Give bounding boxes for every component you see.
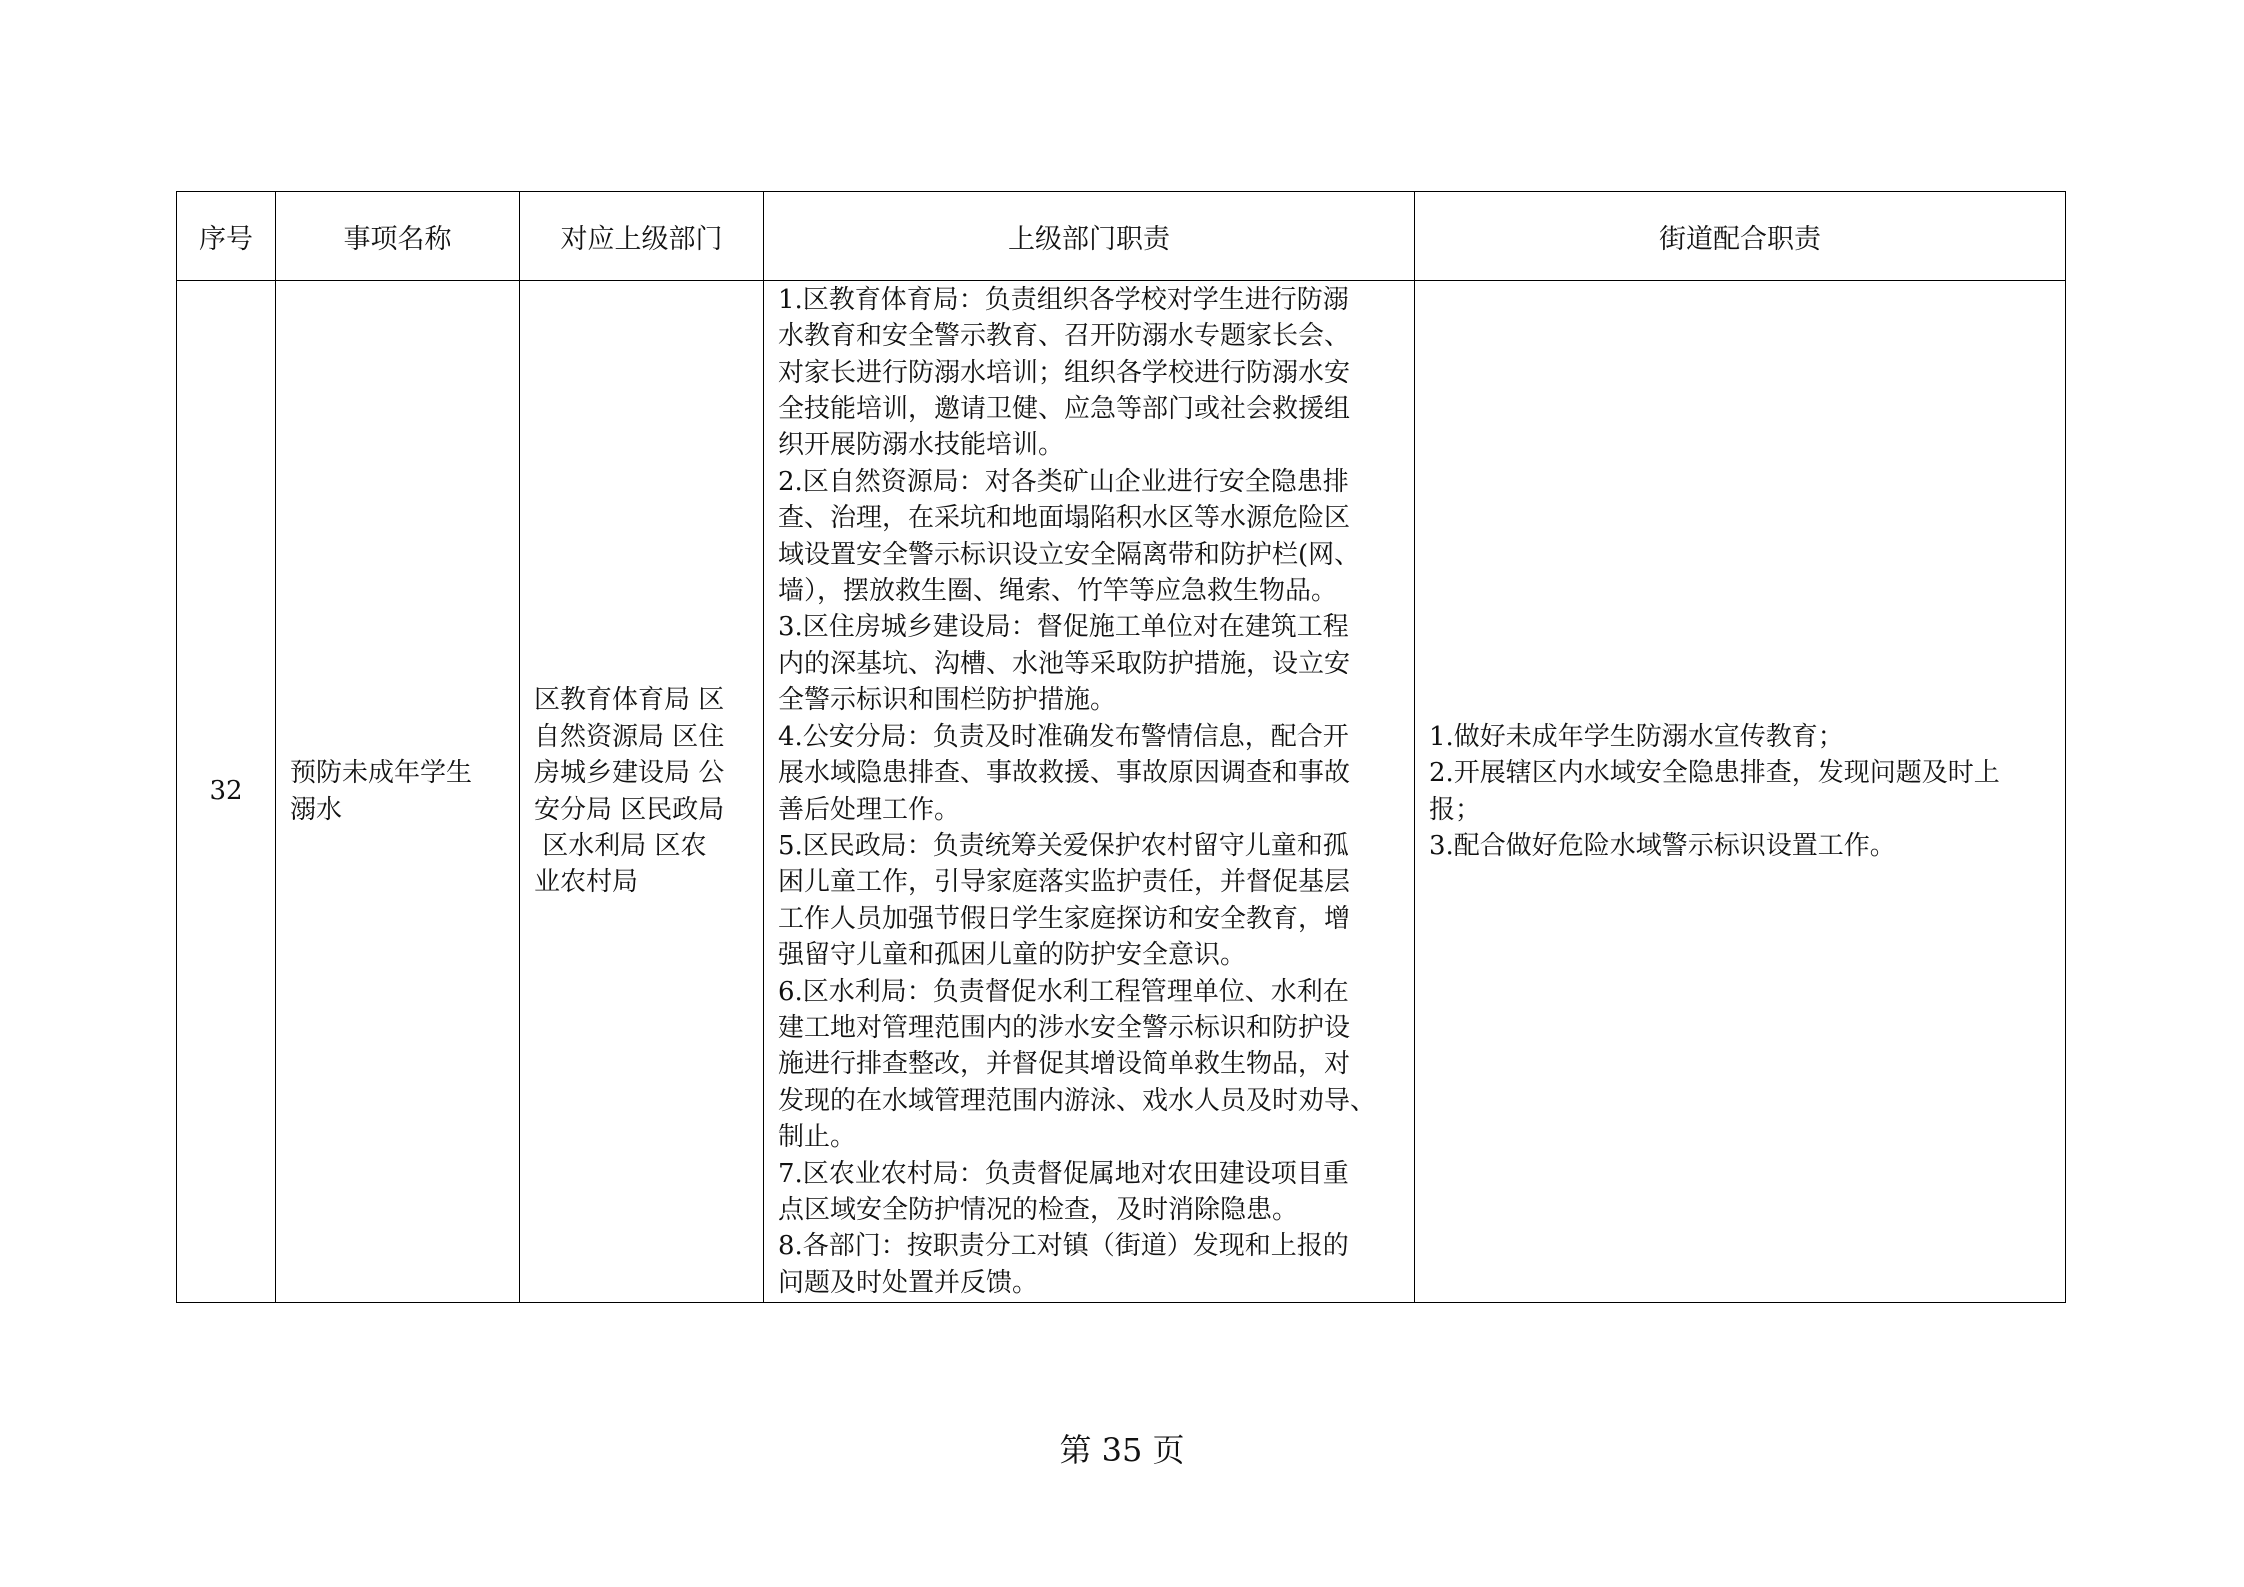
department-duty-line: 工作人员加强节假日学生家庭探访和安全教育，增 <box>778 903 1351 934</box>
department-duty-line: 制止。 <box>778 1122 857 1153</box>
department-line: 区教育体育局 区 <box>534 685 725 716</box>
department-duty-line: 域设置安全警示标识设立安全隔离带和防护栏(网、 <box>778 539 1361 570</box>
department-duty-line: 问题及时处置并反馈。 <box>778 1267 1039 1298</box>
row-number: 32 <box>209 776 243 807</box>
department-line: 自然资源局 区住 <box>534 721 725 752</box>
department-duty-line: 水教育和安全警示教育、召开防溺水专题家长会、 <box>778 321 1351 352</box>
department-duty-line: 全警示标识和围栏防护措施。 <box>778 685 1117 716</box>
department-duty-line: 强留守儿童和孤困儿童的防护安全意识。 <box>778 940 1247 971</box>
department-duty-text <box>764 282 1414 1301</box>
department-duty-line: 4.公安分局：负责及时准确发布警情信息，配合开 <box>778 721 1349 752</box>
department-line: 业农村局 <box>534 867 639 898</box>
department-duty-line: 全技能培训，邀请卫健、应急等部门或社会救援组 <box>778 394 1351 425</box>
department-duty-line: 发现的在水域管理范围内游泳、戏水人员及时劝导、 <box>778 1085 1377 1116</box>
header-department-duty: 上级部门职责 <box>764 192 1415 281</box>
cell-department-duty <box>764 281 1415 1303</box>
department-duty-line: 建工地对管理范围内的涉水安全警示标识和防护设 <box>778 1012 1351 1043</box>
department-duty-line: 2.区自然资源局：对各类矿山企业进行安全隐患排 <box>778 466 1349 497</box>
department-duty-line: 展水域隐患排查、事故救援、事故原因调查和事故 <box>778 758 1351 789</box>
department-duty-line: 查、治理，在采坑和地面塌陷积水区等水源危险区 <box>778 503 1351 534</box>
department-line: 房城乡建设局 公 <box>534 758 725 789</box>
department-duty-line: 3.区住房城乡建设局：督促施工单位对在建筑工程 <box>778 612 1349 643</box>
cell-street-duty <box>1415 281 2066 1303</box>
street-duty-line: 1.做好未成年学生防溺水宣传教育； <box>1429 721 1844 752</box>
page-number: 第 35 页 <box>1059 1431 1185 1469</box>
cell-number <box>177 281 276 1303</box>
department-text <box>520 682 763 900</box>
department-duty-line: 1.区教育体育局：负责组织各学校对学生进行防溺 <box>778 284 1349 315</box>
department-duty-line: 善后处理工作。 <box>778 794 961 825</box>
department-duty-line: 织开展防溺水技能培训。 <box>778 430 1065 461</box>
header-department: 对应上级部门 <box>520 192 764 281</box>
department-duty-line: 施进行排查整改，并督促其增设简单救生物品，对 <box>778 1049 1351 1080</box>
department-duty-line: 点区域安全防护情况的检查，及时消除隐患。 <box>778 1194 1299 1225</box>
department-duty-line: 墙），摆放救生圈、绳索、竹竿等应急救生物品。 <box>778 576 1338 607</box>
item-name-line: 预防未成年学生 <box>290 758 473 789</box>
department-duty-line: 5.区民政局：负责统筹关爱保护农村留守儿童和孤 <box>778 830 1349 861</box>
department-line: 安分局 区民政局 <box>534 794 725 825</box>
table-row <box>177 281 2066 1303</box>
department-duty-line: 困儿童工作，引导家庭落实监护责任，并督促基层 <box>778 867 1351 898</box>
item-name-line: 溺水 <box>290 794 343 825</box>
header-number: 序号 <box>177 192 276 281</box>
cell-item-name <box>276 281 520 1303</box>
street-duty-line: 3.配合做好危险水域警示标识设置工作。 <box>1429 830 1896 861</box>
table-header-row <box>177 192 2066 281</box>
street-duty-line: 报； <box>1429 794 1482 825</box>
department-duty-line: 8.各部门：按职责分工对镇（街道）发现和上报的 <box>778 1231 1349 1262</box>
duty-table <box>176 191 2066 1303</box>
header-street-duty: 街道配合职责 <box>1415 192 2066 281</box>
department-duty-line: 对家长进行防溺水培训；组织各学校进行防溺水安 <box>778 357 1351 388</box>
department-line: 区水利局 区农 <box>534 830 707 861</box>
department-duty-line: 6.区水利局：负责督促水利工程管理单位、水利在 <box>778 976 1349 1007</box>
cell-department <box>520 281 764 1303</box>
item-name-text <box>276 755 519 828</box>
header-item-name: 事项名称 <box>276 192 520 281</box>
street-duty-text <box>1415 719 2065 865</box>
department-duty-line: 内的深基坑、沟槽、水池等采取防护措施，设立安 <box>778 648 1351 679</box>
department-duty-line: 7.区农业农村局：负责督促属地对农田建设项目重 <box>778 1158 1349 1189</box>
street-duty-line: 2.开展辖区内水域安全隐患排查，发现问题及时上 <box>1429 758 2000 789</box>
